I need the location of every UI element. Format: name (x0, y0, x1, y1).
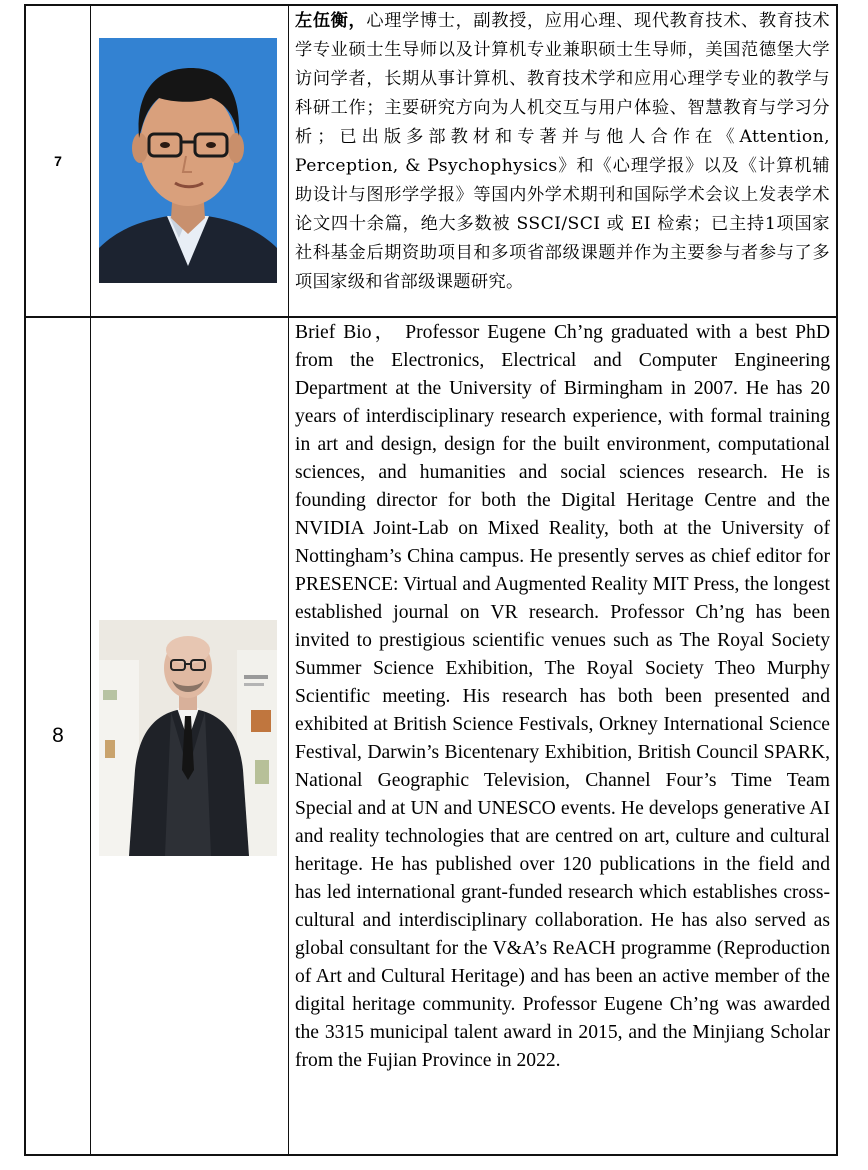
table-row (26, 6, 836, 318)
photo-cell (91, 6, 289, 316)
bio-text: Brief Bio， Professor Eugene Ch’ng graduated with a best PhD from the Electronics, Electrical and Computer Engineering Department at the University of Birmingham in 2007. He has 20 years of interdisciplinary research experience, with formal training in art and design, design for the built environment, computational sciences, and humanities and social sciences research. He is founding director for both the Digital Heritage Centre and the NVIDIA Joint-Lab on Mixed Reality, both at the University of Nottingham’s China campus. He presently serves as chief editor for PRESENCE: Virtual and Augmented Reality MIT Press, the longest established journal on VR research. Professor Ch’ng has been invited to prestigious scientific venues such as The Royal Society Summer Science Exhibition, The Royal Society Theo Murphy Scientific meeting. His research has both been presented and exhibited at British Science Festivals, Orkney International Science Festival, Darwin’s Bicentenary Exhibition, British Council SPARK, National Geographic Television, Channel Four’s Time Team Special and at UN and UNESCO events. He develops generative AI and reality technologies that are centred on art, culture and cultural heritage. He has published over 120 publications in the field and has led international grant-funded research which establishes cross-cultural and interdisciplinary collaboration. He has also served as global consultant for the V&A’s ReACH programme (Reproduction of Art and Cultural Heritage) and has been an active member of the digital heritage community. Professor Eugene Ch’ng was awarded the 3315 municipal talent award in 2015, and the Minjiang Scholar from the Fujian Province in 2022. (295, 322, 830, 1071)
bio-body: 心理学博士，副教授，应用心理、现代教育技术、教育技术学专业硕士生导师以及计算机专业兼职硕士生导师，美国范德堡大学访问学者，长期从事计算机、教育技术学和应用心理学专业的教学与科研工作；主要研究方向为人机交互与用户体验、智慧教育与学习分析；已出版多部教材和专著并与他人合作在《Attention, Perception, & Psychophysics》和《心理学报》以及《计算机辅助设计与图形学学报》等国内外学术期刊和国际学术会议上发表学术论文四十余篇，绝大多数被 SSCI/SCI 或 EI 检索；已主持1项国家社科基金后期资助项目和多项省部级课题并作为主要参与者参与了多项国家级和省部级课题研究。 (295, 11, 830, 292)
row-number: 7 (54, 153, 62, 169)
bio-cell (289, 318, 836, 1154)
row-number-cell (26, 6, 91, 316)
photo-cell (91, 318, 289, 1154)
bio-cell (289, 6, 836, 316)
bio-table (24, 4, 838, 1156)
row-number: 8 (52, 724, 64, 747)
table-row (26, 318, 836, 1154)
portrait-photo (99, 38, 277, 283)
bio-name: 左伍衡， (295, 11, 367, 31)
row-number-cell (26, 318, 91, 1154)
portrait-photo (99, 620, 277, 856)
bio-text (295, 6, 830, 297)
